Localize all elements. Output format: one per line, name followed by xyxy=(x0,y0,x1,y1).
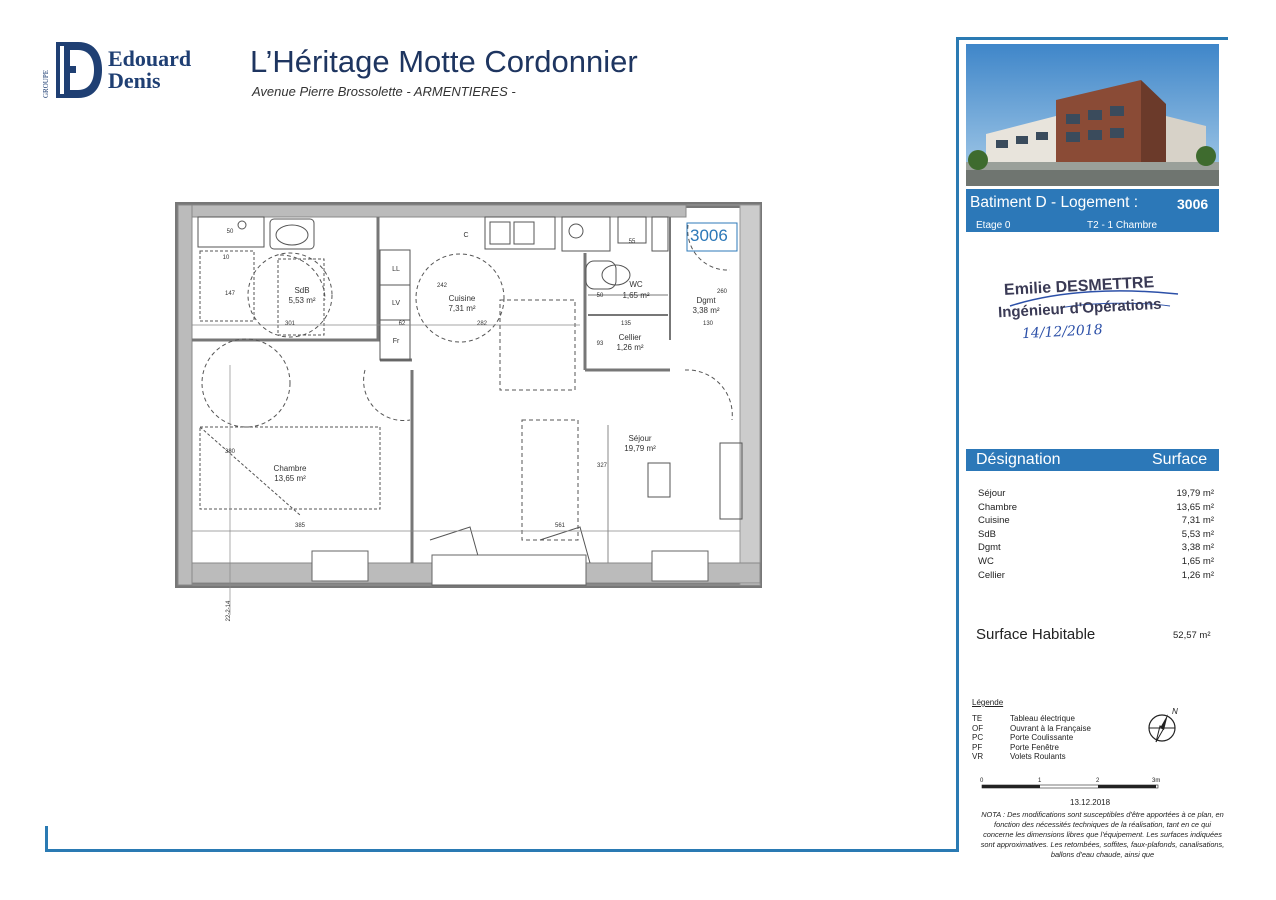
plan-area-chambre: 13,65 m² xyxy=(274,474,306,483)
plan-dim-62: 62 xyxy=(398,321,406,327)
plan-room-chambre: Chambre xyxy=(273,464,307,473)
logo-line1: Edouard xyxy=(108,46,192,71)
room-name: Cellier xyxy=(978,569,1005,581)
plan-area-cellier: 1,26 m² xyxy=(616,343,644,352)
plan-dim-10: 10 xyxy=(222,255,230,261)
plan-area-dgmt: 3,38 m² xyxy=(692,306,720,315)
plan-dim-55: 55 xyxy=(628,239,636,245)
room-row xyxy=(978,555,1214,569)
signature-date: 14/12/2018 xyxy=(1021,321,1104,343)
plan-room-cuisine: Cuisine xyxy=(448,294,476,303)
plan-dim-130: 130 xyxy=(702,321,714,327)
scale-tick-label: 0 xyxy=(980,778,984,784)
legend-title: Légende xyxy=(972,698,1004,707)
legend-code: OF xyxy=(972,723,984,733)
room-row xyxy=(978,528,1214,542)
legend-item xyxy=(972,714,1102,724)
logo-group-label: GROUPE xyxy=(42,69,50,98)
lot-type: T2 - 1 Chambre xyxy=(1087,220,1158,231)
plan-dim-93: 93 xyxy=(596,341,604,347)
plan-room-sejour: Séjour xyxy=(628,434,652,443)
legend-text: Porte Fenêtre xyxy=(1010,742,1059,752)
plan-area-sejour: 19,79 m² xyxy=(624,444,656,453)
lot-number: 3006 xyxy=(1177,196,1209,212)
scale-bar xyxy=(980,776,1160,792)
total-surface-label: Surface Habitable xyxy=(976,626,1096,643)
legend-text: Porte Coulissante xyxy=(1010,733,1074,743)
room-name: Cuisine xyxy=(978,515,1010,527)
surface-header: Surface xyxy=(1152,451,1208,468)
room-surface: 13,65 m² xyxy=(1176,501,1214,513)
plan-dim-242: 242 xyxy=(436,283,448,289)
plan-dim-50b: 50 xyxy=(596,293,604,299)
legend-code: PC xyxy=(972,733,984,743)
legend-code: VR xyxy=(972,752,984,762)
plan-appliance-fr: Fr xyxy=(392,338,400,345)
scale-tick-label: 2 xyxy=(1096,778,1100,784)
room-surface: 1,26 m² xyxy=(1181,569,1214,581)
plan-room-dgmt: Dgmt xyxy=(696,296,716,305)
designation-header: Désignation xyxy=(976,451,1061,468)
legend-item xyxy=(972,733,1102,743)
room-surface-list xyxy=(978,487,1214,582)
signatory-role: Ingénieur d'Opérations xyxy=(997,295,1162,322)
frame-bottom-rule xyxy=(45,849,957,852)
building-photo xyxy=(966,44,1219,186)
plan-appliance-lv: LV xyxy=(391,300,401,307)
plan-dim-135: 135 xyxy=(620,321,632,327)
frame-left-rule xyxy=(45,826,48,851)
plan-side-label: 22-2-14 xyxy=(226,600,232,622)
legend-item xyxy=(972,752,1102,762)
scale-tick-label: 3m xyxy=(1152,778,1160,784)
legend-text: Volets Roulants xyxy=(1010,752,1066,762)
room-name: SdB xyxy=(978,528,996,540)
room-row xyxy=(978,569,1214,583)
plan-area-wc: 1,65 m² xyxy=(622,291,650,300)
disclaimer-note: NOTA : Des modifications sont susceptibles d'être apportées à ce plan, en fonction des nécessités techniques de la réalisation, tant en ce qui concerne les dimensions libres que l'équipement. Les surfaces indiquées sont approximatives. Les retombées, soffites, faux-plafonds, canalisations, ballons d'eau chaude, ainsi que xyxy=(980,810,1225,859)
plan-room-sdb: SdB xyxy=(294,286,310,295)
room-name: Dgmt xyxy=(978,542,1001,554)
room-name: Séjour xyxy=(978,488,1006,499)
logo-line2: Denis xyxy=(108,68,161,93)
plan-area-sdb: 5,53 m² xyxy=(288,296,316,305)
room-surface: 19,79 m² xyxy=(1176,488,1214,499)
room-row xyxy=(978,514,1214,528)
edouard-denis-logo-icon xyxy=(50,38,104,102)
compass-n-label: N xyxy=(1172,707,1178,716)
plan-appliance-c: C xyxy=(463,232,469,239)
room-surface: 3,38 m² xyxy=(1181,542,1214,554)
plan-dim-385: 385 xyxy=(294,523,306,529)
plan-date: 13.12.2018 xyxy=(1070,798,1111,807)
room-surface: 1,65 m² xyxy=(1181,555,1214,567)
scale-tick-label: 1 xyxy=(1038,778,1042,784)
lot-building-line: Batiment D - Logement : xyxy=(970,194,1138,211)
legend-text: Ouvrant à la Française xyxy=(1010,723,1091,733)
plan-room-wc: WC xyxy=(629,280,643,289)
north-compass-icon xyxy=(1146,706,1182,746)
legend-text: Tableau électrique xyxy=(1010,714,1075,723)
legend-item xyxy=(972,724,1102,734)
plan-dim-260: 260 xyxy=(716,289,728,295)
project-address: Avenue Pierre Brossolette - ARMENTIERES - xyxy=(252,84,516,99)
legend-list xyxy=(972,714,1102,762)
plan-dim-380: 380 xyxy=(224,449,236,455)
room-row xyxy=(978,501,1214,515)
signatory-name: Emilie DESMETTRE xyxy=(1003,274,1155,299)
legend-code: PF xyxy=(972,742,983,752)
plan-dim-561: 561 xyxy=(554,523,566,529)
plan-area-cuisine: 7,31 m² xyxy=(448,304,476,313)
legend-item xyxy=(972,743,1102,753)
floor-plan xyxy=(170,195,762,625)
plan-room-cellier: Cellier xyxy=(618,333,642,342)
room-surface: 5,53 m² xyxy=(1181,528,1214,540)
project-title: L’Héritage Motte Cordonnier xyxy=(250,44,638,79)
room-name: Chambre xyxy=(978,501,1018,513)
room-row xyxy=(978,541,1214,555)
logo-wordmark xyxy=(108,48,191,92)
plan-lot-tag: 3006 xyxy=(690,226,728,245)
room-surface: 7,31 m² xyxy=(1181,515,1214,527)
lot-floor: Etage 0 xyxy=(976,220,1011,231)
plan-dim-50: 50 xyxy=(226,229,234,235)
plan-dim-282: 282 xyxy=(476,321,488,327)
plan-dim-301: 301 xyxy=(284,321,296,327)
plan-dim-327: 327 xyxy=(596,463,608,469)
room-row xyxy=(978,487,1214,501)
total-surface-value: 52,57 m² xyxy=(1173,630,1211,641)
room-name: WC xyxy=(978,555,994,567)
plan-dim-147: 147 xyxy=(224,291,236,297)
plan-appliance-ll: LL xyxy=(392,266,400,273)
legend-code: TE xyxy=(972,714,983,723)
